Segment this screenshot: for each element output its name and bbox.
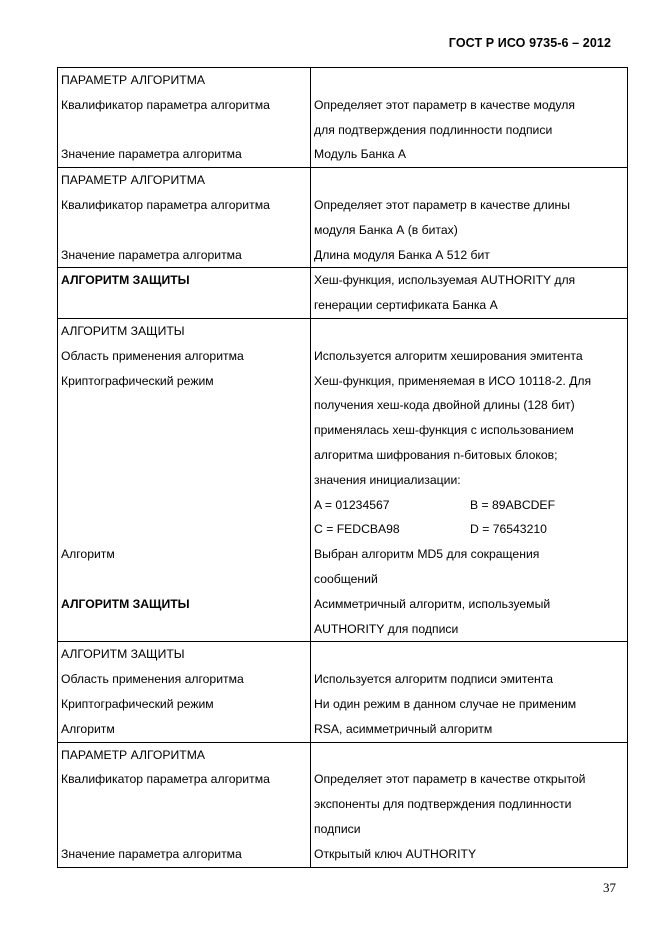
- cell-line: Хеш-функция, используемая AUTHORITY для: [314, 273, 576, 288]
- cell-line: значения инициализации:: [314, 472, 461, 487]
- cell-line: [61, 118, 310, 143]
- cell-line: Выбран алгоритм MD5 для сокращения: [314, 547, 540, 562]
- cell-line: [61, 443, 310, 468]
- cell-line: Квалификатор параметра алгоритма: [61, 97, 270, 112]
- cell-line: Используется алгоритм хеширования эмитента: [314, 348, 583, 363]
- cell-line: [314, 642, 627, 667]
- cell-line: Открытый ключ AUTHORITY: [314, 846, 477, 861]
- table-row: [58, 318, 628, 641]
- init-values-line: [314, 493, 627, 518]
- init-value-a: A = 01234567: [314, 497, 390, 512]
- table-row: [58, 168, 628, 268]
- init-value-c: C = FEDCBA98: [314, 522, 400, 537]
- cell-line: [61, 468, 310, 493]
- cell-line: Алгоритм: [61, 721, 115, 736]
- cell-line: AUTHORITY для подписи: [314, 621, 459, 636]
- cell-line: [314, 68, 627, 93]
- table-row: [58, 268, 628, 319]
- table-cell-left: [58, 318, 311, 641]
- cell-line: Значение параметра алгоритма: [61, 846, 242, 861]
- cell-line: модуля Банка А (в битах): [314, 222, 458, 237]
- cell-line: [314, 743, 627, 768]
- cell-line: Асимметричный алгоритм, используемый: [314, 596, 551, 611]
- cell-line: [61, 393, 310, 418]
- table-cell-right: [311, 268, 628, 319]
- cell-line: Алгоритм: [61, 547, 115, 562]
- parameters-table: [57, 67, 628, 868]
- cell-line: [61, 567, 310, 592]
- cell-line: подписи: [314, 821, 361, 836]
- cell-line: [61, 792, 310, 817]
- cell-line: [61, 493, 310, 518]
- cell-line: Значение параметра алгоритма: [61, 147, 242, 162]
- cell-line: АЛГОРИТМ ЗАЩИТЫ: [61, 323, 185, 338]
- cell-line: АЛГОРИТМ ЗАЩИТЫ: [61, 596, 190, 611]
- table-cell-left: [58, 742, 311, 867]
- init-value-d: D = 76543210: [470, 522, 547, 537]
- cell-line: Криптографический режим: [61, 373, 214, 388]
- cell-line: для подтверждения подлинности подписи: [314, 122, 553, 137]
- table-cell-right: [311, 742, 628, 867]
- cell-line: получения хеш-кода двойной длины (128 бит): [314, 398, 575, 413]
- cell-line: [314, 319, 627, 344]
- table-row: [58, 68, 628, 168]
- table-cell-right: [311, 642, 628, 742]
- cell-line: Криптографический режим: [61, 696, 214, 711]
- cell-line: ПАРАМЕТР АЛГОРИТМА: [61, 173, 205, 188]
- cell-line: [61, 293, 310, 318]
- cell-line: применялась хеш-функция с использованием: [314, 423, 574, 438]
- table-row: [58, 742, 628, 867]
- cell-line: [314, 168, 627, 193]
- cell-line: Хеш-функция, применяемая в ИСО 10118-2. Для: [314, 373, 592, 388]
- page-number: 37: [603, 880, 616, 895]
- cell-line: АЛГОРИТМ ЗАЩИТЫ: [61, 647, 185, 662]
- cell-line: [61, 517, 310, 542]
- cell-line: ПАРАМЕТР АЛГОРИТМА: [61, 747, 205, 762]
- cell-line: [61, 218, 310, 243]
- table-cell-left: [58, 642, 311, 742]
- cell-line: Модуль Банка А: [314, 147, 406, 162]
- cell-line: Квалификатор параметра алгоритма: [61, 772, 270, 787]
- table-cell-left: [58, 268, 311, 319]
- table-cell-left: [58, 168, 311, 268]
- cell-line: сообщений: [314, 571, 378, 586]
- cell-line: Квалификатор параметра алгоритма: [61, 197, 270, 212]
- cell-line: Длина модуля Банка А 512 бит: [314, 247, 490, 262]
- cell-line: экспоненты для подтверждения подлинности: [314, 797, 572, 812]
- table-row: [58, 642, 628, 742]
- cell-line: Используется алгоритм подписи эмитента: [314, 672, 554, 687]
- table-cell-right: [311, 168, 628, 268]
- cell-line: Значение параметра алгоритма: [61, 247, 242, 262]
- document-header: ГОСТ Р ИСО 9735-6 – 2012: [448, 36, 611, 50]
- table-cell-right: [311, 318, 628, 641]
- cell-line: Область применения алгоритма: [61, 348, 244, 363]
- cell-line: АЛГОРИТМ ЗАЩИТЫ: [61, 273, 190, 288]
- init-values-line: [314, 517, 627, 542]
- cell-line: [61, 418, 310, 443]
- table-cell-left: [58, 68, 311, 168]
- cell-line: Определяет этот параметр в качестве модуля: [314, 97, 576, 112]
- cell-line: ПАРАМЕТР АЛГОРИТМА: [61, 73, 205, 87]
- cell-line: Область применения алгоритма: [61, 672, 244, 687]
- cell-line: Ни один режим в данном случае не применим: [314, 696, 577, 711]
- cell-line: [61, 617, 310, 642]
- cell-line: Определяет этот параметр в качестве длины: [314, 197, 571, 212]
- cell-line: генерации сертификата Банка А: [314, 298, 498, 313]
- cell-line: [61, 817, 310, 842]
- cell-line: алгоритма шифрования n-битовых блоков;: [314, 447, 558, 462]
- init-value-b: B = 89ABCDEF: [470, 497, 556, 512]
- cell-line: Определяет этот параметр в качестве открытой: [314, 772, 586, 787]
- table-cell-right: [311, 68, 628, 168]
- cell-line: RSA, асимметричный алгоритм: [314, 721, 493, 736]
